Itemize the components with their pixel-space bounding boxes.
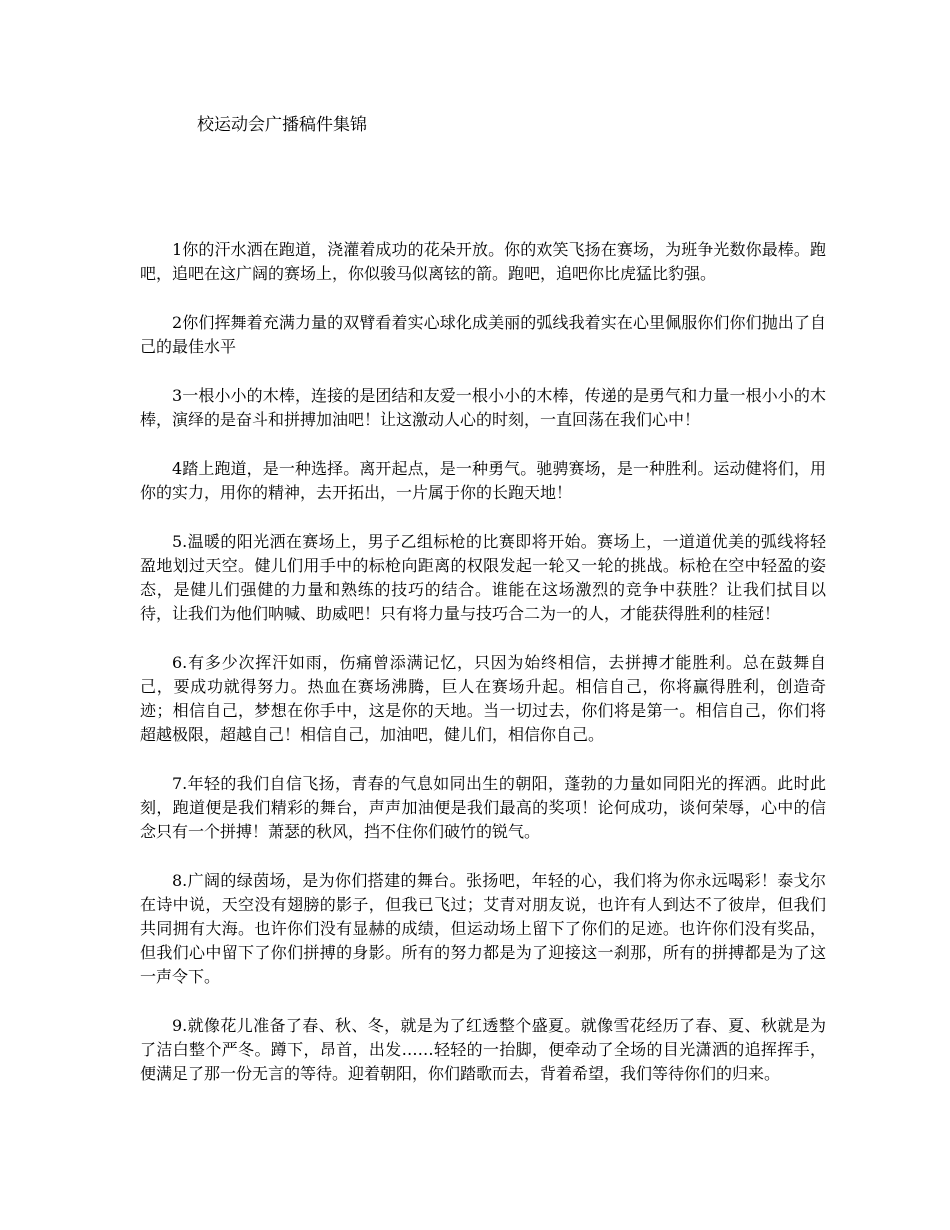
paragraph-9: 9.就像花儿准备了春、秋、冬，就是为了红透整个盛夏。就像雪花经历了春、夏、秋就是为了洁白整个严冬。蹲下，昂首，出发……轻轻的一抬脚，便牵动了全场的目光潇洒的追挥挥手，便满足了那一份无言的等待。迎着朝阳，你们踏歌而去，背着希望，我们等待你们的归来。 xyxy=(140,1016,826,1083)
paragraph-4: 4踏上跑道，是一种选择。离开起点，是一种勇气。驰骋赛场，是一种胜利。运动健将们，用你的实力，用你的精神，去开拓出，一片属于你的长跑天地！ xyxy=(140,459,826,502)
document-title: 校运动会广播稿件集锦 xyxy=(197,115,367,135)
paragraph-2: 2你们挥舞着充满力量的双臂看着实心球化成美丽的弧线我着实在心里佩服你们你们抛出了自己的最佳水平 xyxy=(140,313,826,356)
paragraph-5: 5.温暖的阳光洒在赛场上，男子乙组标枪的比赛即将开始。赛场上，一道道优美的弧线将轻盈地划过天空。健儿们用手中的标枪向距离的权限发起一轮又一轮的挑战。标枪在空中轻盈的姿态，是健儿们强健的力量和熟练的技巧的结合。谁能在这场激烈的竞争中获胜？让我们拭目以待，让我们为他们呐喊、助威吧！只有将力量与技巧合二为一的人，才能获得胜利的桂冠！ xyxy=(140,532,826,623)
paragraph-7: 7.年轻的我们自信飞扬，青春的气息如同出生的朝阳，蓬勃的力量如同阳光的挥洒。此时此刻，跑道便是我们精彩的舞台，声声加油便是我们最高的奖项！论何成功，谈何荣辱，心中的信念只有一个拼搏！萧瑟的秋风，挡不住你们破竹的锐气。 xyxy=(140,774,826,841)
paragraph-6: 6.有多少次挥汗如雨，伤痛曾添满记忆，只因为始终相信，去拼搏才能胜利。总在鼓舞自己，要成功就得努力。热血在赛场沸腾，巨人在赛场升起。相信自己，你将赢得胜利，创造奇迹；相信自己，梦想在你手中，这是你的天地。当一切过去，你们将是第一。相信自己，你们将超越极限，超越自己！相信自己，加油吧，健儿们，相信你自己。 xyxy=(140,653,826,744)
paragraph-3: 3一根小小的木棒，连接的是团结和友爱一根小小的木棒，传递的是勇气和力量一根小小的木棒，演绎的是奋斗和拼搏加油吧！让这激动人心的时刻，一直回荡在我们心中！ xyxy=(140,386,826,429)
paragraph-8: 8.广阔的绿茵场，是为你们搭建的舞台。张扬吧，年轻的心，我们将为你永远喝彩！泰戈尔在诗中说，天空没有翅膀的影子，但我已飞过；艾青对朋友说，也许有人到达不了彼岸，但我们共同拥有大海。也许你们没有显赫的成绩，但运动场上留下了你们的足迹。也许你们没有奖品，但我们心中留下了你们拼搏的身影。所有的努力都是为了迎接这一刹那，所有的拼搏都是为了这一声令下。 xyxy=(140,871,826,986)
document-body xyxy=(140,238,826,1111)
paragraph-1: 1你的汗水洒在跑道，浇灌着成功的花朵开放。你的欢笑飞扬在赛场，为班争光数你最棒。跑吧，追吧在这广阔的赛场上，你似骏马似离铉的箭。跑吧，追吧你比虎猛比豹强。 xyxy=(140,240,826,283)
